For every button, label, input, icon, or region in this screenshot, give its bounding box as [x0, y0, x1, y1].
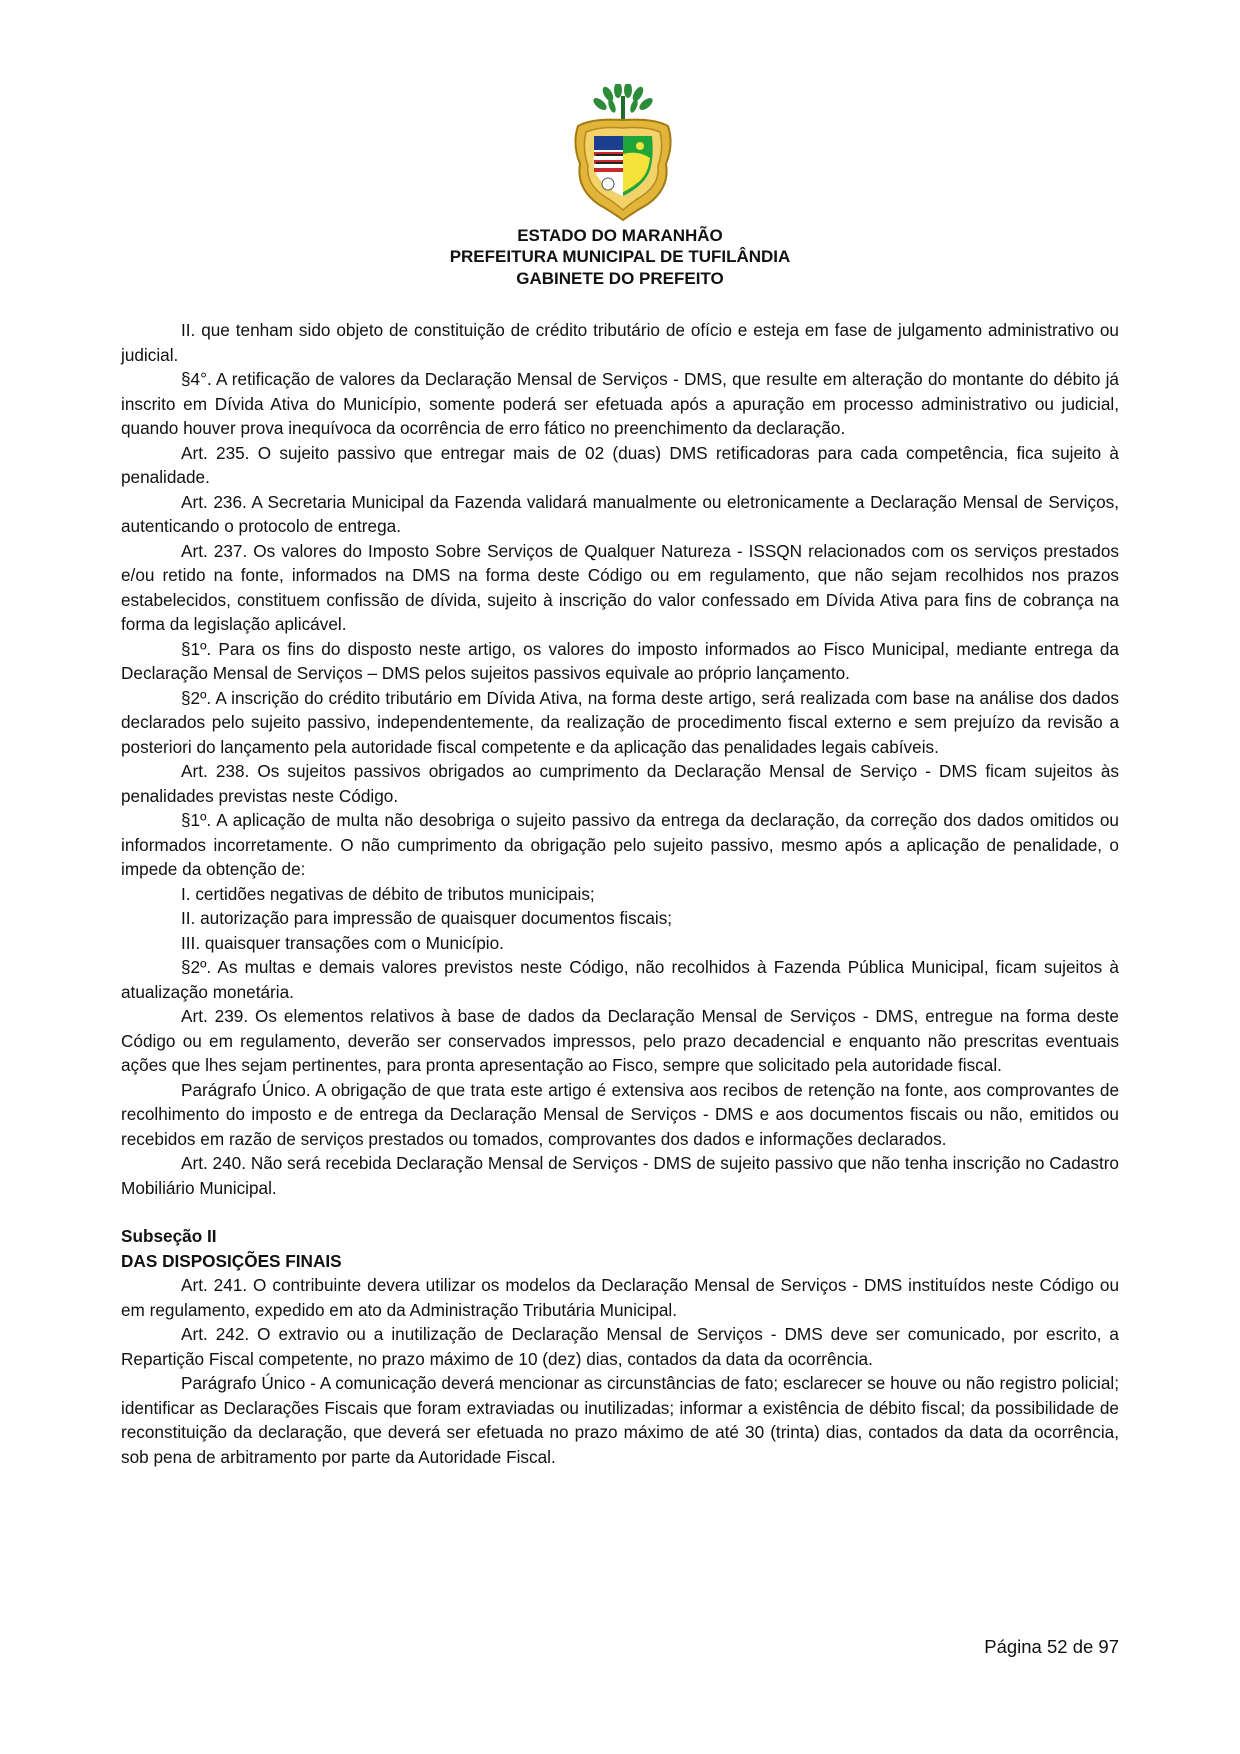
paragraph: Art. 236. A Secretaria Municipal da Fazenda validará manualmente ou eletronicamente a Declaração Mensal de Serviços, autenticando o protocolo de entrega. — [121, 491, 1119, 536]
paragraph: Parágrafo Único. A obrigação de que trata este artigo é extensiva aos recibos de retenção na fonte, aos comprovantes de recolhimento do imposto e de entrega da Declaração Mensal de Serviços - DMS e aos documentos fiscais ou não, emitidos ou recebidos em razão de serviços prestados ou tomados, comprovantes dos dados e informações declarados. — [121, 1079, 1119, 1149]
paragraph: §1º. Para os fins do disposto neste artigo, os valores do imposto informados ao Fisco Municipal, mediante entrega da Declaração Mensal de Serviços – DMS pelos sujeitos passivos equivale ao próprio lançamento. — [121, 638, 1119, 683]
header-city-hall: PREFEITURA MUNICIPAL DE TUFILÂNDIA — [449, 247, 791, 266]
paragraph: II. que tenham sido objeto de constituição de crédito tributário de ofício e esteja em fase de julgamento administrativo ou judicial. — [121, 320, 1119, 365]
list-item: II. autorização para impressão de quaisquer documentos fiscais; — [181, 908, 673, 928]
header-office: GABINETE DO PREFEITO — [516, 269, 724, 288]
coat-of-arms-icon — [568, 84, 678, 222]
page-number: Página 52 de 97 — [984, 1636, 1119, 1657]
paragraph: §4°. A retificação de valores da Declaração Mensal de Serviços - DMS, que resulte em alteração do montante do débito já inscrito em Dívida Ativa do Município, somente poderá ser efetuada após a apuração em processo administrativo ou judicial, quando houver prova inequívoca da ocorrência de erro fático no preenchimento da declaração. — [121, 369, 1119, 438]
paragraph: Art. 241. O contribuinte devera utilizar os modelos da Declaração Mensal de Serviços - DMS instituídos neste Código ou em regulamento, expedido em ato da Administração Tributária Municipal. — [121, 1275, 1119, 1320]
paragraph: Art. 239. Os elementos relativos à base de dados da Declaração Mensal de Serviços - DMS, entregue na forma deste Código ou em regulamento, deverão ser conservados impressos, pelo prazo decadencial e enquanto não prescritas eventuais ações que lhes sejam pertinentes, para pronta apresentação ao Fisco, sempre que solicitado pela autoridade fiscal. — [121, 1006, 1119, 1075]
list-item: I. certidões negativas de débito de tributos municipais; — [181, 883, 595, 904]
list-item: III. quaisquer transações com o Município. — [181, 932, 504, 953]
paragraph: §1º. A aplicação de multa não desobriga o sujeito passivo da entrega da declaração, da correção dos dados omitidos ou informados incorretamente. O não cumprimento da obrigação pelo sujeito passivo, mesmo após a aplicação de penalidade, o impede da obtenção de: — [121, 810, 1119, 879]
subsection-title: DAS DISPOSIÇÕES FINAIS — [121, 1250, 342, 1271]
paragraph: Art. 240. Não será recebida Declaração Mensal de Serviços - DMS de sujeito passivo que não tenha inscrição no Cadastro Mobiliário Municipal. — [121, 1153, 1119, 1198]
paragraph: Art. 235. O sujeito passivo que entregar mais de 02 (duas) DMS retificadoras para cada competência, fica sujeito à penalidade. — [121, 442, 1119, 487]
paragraph: §2º. A inscrição do crédito tributário em Dívida Ativa, na forma deste artigo, será realizada com base na análise dos dados declarados pelo sujeito passivo, independentemente, da realização de procedimento fiscal externo e sem prejuízo da revisão a posteriori do lançamento pela autoridade fiscal competente e da aplicação das penalidades legais cabíveis. — [121, 687, 1119, 757]
paragraph: Parágrafo Único - A comunicação deverá mencionar as circunstâncias de fato; esclarecer se houve ou não registro policial; identificar as Declarações Fiscais que foram extraviadas ou inutilizadas; informar a existência de débito fiscal; da possibilidade de reconstituição da declaração, que deverá ser efetuada no prazo máximo de até 30 (trinta) dias, contados da data da ocorrência, sob pena de arbitramento por parte da Autoridade Fiscal. — [121, 1373, 1119, 1467]
paragraph: Art. 237. Os valores do Imposto Sobre Serviços de Qualquer Natureza - ISSQN relacionados com os serviços prestados e/ou retido na fonte, informados na DMS na forma deste Código ou em regulamento, que não sejam recolhidos nos prazos estabelecidos, constituem confissão de dívida, sujeito à inscrição do valor confessado em Dívida Ativa para fins de cobrança na forma da legislação aplicável. — [121, 540, 1119, 634]
paragraph: Art. 238. Os sujeitos passivos obrigados ao cumprimento da Declaração Mensal de Serviço - DMS ficam sujeitos às penalidades previstas neste Código. — [121, 761, 1119, 806]
paragraph: §2º. As multas e demais valores previstos neste Código, não recolhidos à Fazenda Pública Municipal, ficam sujeitos à atualização monetária. — [121, 957, 1119, 1002]
document-body — [121, 318, 1119, 1469]
header-state: ESTADO DO MARANHÃO — [517, 226, 723, 245]
paragraph: Art. 242. O extravio ou a inutilização de Declaração Mensal de Serviços - DMS deve ser comunicado, por escrito, a Repartição Fiscal competente, no prazo máximo de 10 (dez) dias, contados da data da ocorrência. — [121, 1324, 1119, 1369]
subsection-label: Subseção II — [121, 1226, 217, 1246]
